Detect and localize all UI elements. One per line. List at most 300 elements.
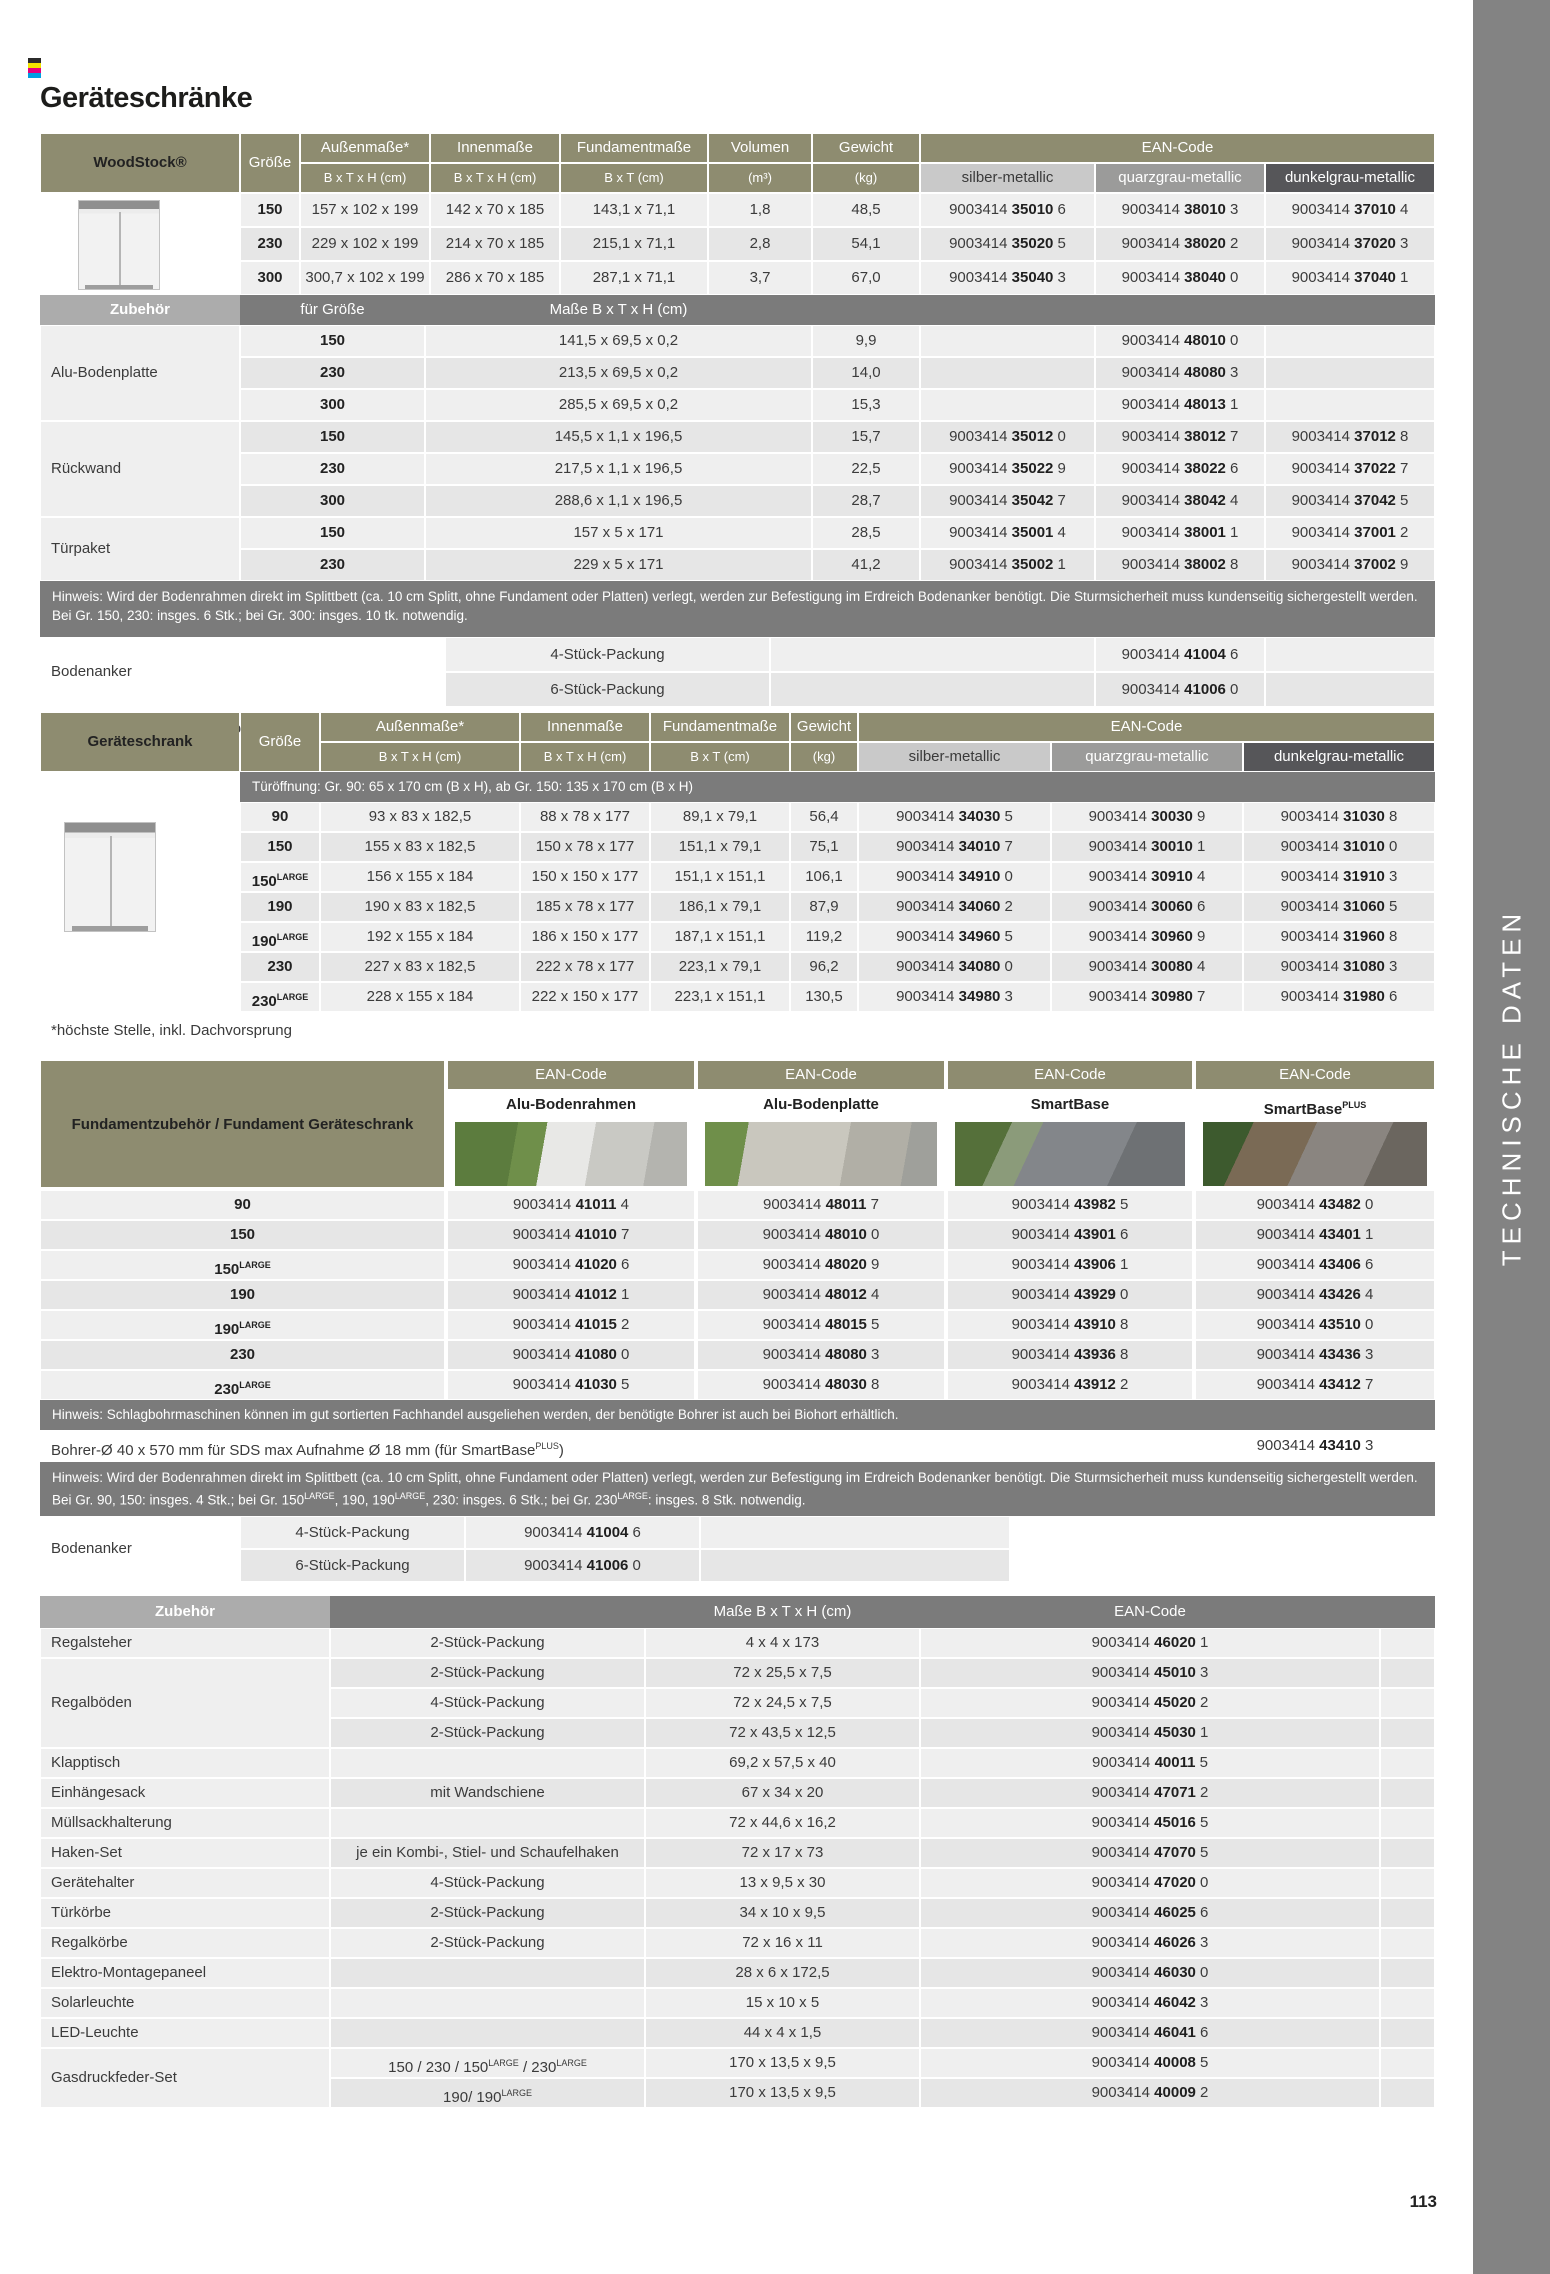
ean-code-header: EAN-Code [448, 1061, 694, 1089]
ean-cell: 9003414 43901 6 [948, 1221, 1192, 1249]
ean-cell: 9003414 40011 5 [921, 1749, 1379, 1777]
table-cell: 222 x 78 x 177 [521, 953, 649, 981]
table-cell [1381, 2049, 1434, 2077]
table-cell: 119,2 [791, 923, 857, 951]
hinweis-band-2: Hinweis: Wird der Bodenrahmen direkt im Splittbett (ca. 10 cm Splitt, ohne Fundament oder Platten) verlegt, werden zur Befestigung im Erdreich Bodenanker benötigt. Die Sturmsicherheit muss kundenseitig sichergestellt werden. Bei Gr. 90, 150: insges. 4 Stk.; bei Gr. $150^{LARGE}$, 190, $190^{LARGE}$, 230: insges. 6 Stk.; bei Gr. $230^{LARGE}$: insges. 8 Stk. notwendig. [40, 1462, 1435, 1516]
ean-cell: 9003414 38012 7 [1096, 422, 1264, 452]
size-cell: 150 [241, 518, 424, 548]
weight-cell: 14,0 [813, 358, 919, 388]
ean-cell: 9003414 31960 8 [1244, 923, 1434, 951]
ean-cell: 9003414 43406 6 [1196, 1251, 1434, 1279]
ean-cell: 9003414 46020 1 [921, 1629, 1379, 1657]
size-column-header: Größe [241, 713, 319, 771]
masse-cell: 72 x 43,5 x 12,5 [646, 1719, 919, 1747]
table-cell [1266, 638, 1434, 671]
ean-cell [1266, 390, 1434, 420]
table-cell [1381, 2079, 1434, 2107]
column-header: Außenmaße* [301, 134, 429, 162]
accessory-group-name: Haken-Set [41, 1839, 329, 1867]
ean-code-header: EAN-Code [698, 1061, 944, 1089]
column-header: Volumen [709, 134, 811, 162]
ean-bar-label: EAN-Code [920, 1596, 1380, 1628]
ean-variant-header: dunkelgrau-metallic [1244, 743, 1434, 771]
ean-cell: 9003414 38022 6 [1096, 454, 1264, 484]
ean-cell: 9003414 30080 4 [1052, 953, 1242, 981]
masse-cell: 4 x 4 x 173 [646, 1629, 919, 1657]
masse-cell: 288,6 x 1,1 x 196,5 [426, 486, 811, 516]
column-unit: B x T x H (cm) [431, 164, 559, 192]
ean-cell: 9003414 31010 0 [1244, 833, 1434, 861]
for-size-bar-label: für Größe [240, 295, 425, 325]
table-cell: 88 x 78 x 177 [521, 803, 649, 831]
ean-cell: 9003414 37010 4 [1266, 194, 1434, 226]
ean-cell: 9003414 38002 8 [1096, 550, 1264, 580]
ean-cell: 9003414 31080 3 [1244, 953, 1434, 981]
size-cell: $230^{LARGE}$ [241, 983, 319, 1011]
ean-cell: 9003414 40008 5 [921, 2049, 1379, 2077]
masse-cell: 72 x 25,5 x 7,5 [646, 1659, 919, 1687]
weight-cell: 15,3 [813, 390, 919, 420]
accessory-group-name: Gerätehalter [41, 1869, 329, 1897]
ean-cell: 9003414 47070 5 [921, 1839, 1379, 1867]
ean-cell: 9003414 35042 7 [921, 486, 1094, 516]
ean-cell: 9003414 43401 1 [1196, 1221, 1434, 1249]
hinweis-band: Hinweis: Schlagbohrmaschinen können im gut sortierten Fachhandel ausgeliehen werden, der benötigte Bohrer ist auch bei Biohort erhältlich. [40, 1400, 1435, 1430]
column-unit: B x T (cm) [651, 743, 789, 771]
table-cell: 228 x 155 x 184 [321, 983, 519, 1011]
ean-cell: 9003414 43982 5 [948, 1191, 1192, 1219]
table-cell: 214 x 70 x 185 [431, 228, 559, 260]
weight-cell: 41,2 [813, 550, 919, 580]
ean-cell: 9003414 30030 9 [1052, 803, 1242, 831]
ean-cell: 9003414 40009 2 [921, 2079, 1379, 2107]
ean-cell: 9003414 43426 4 [1196, 1281, 1434, 1309]
table-cell: 54,1 [813, 228, 919, 260]
hinweis-band: Hinweis: Wird der Bodenrahmen direkt im Splittbett (ca. 10 cm Splitt, ohne Fundament oder Platten) verlegt, werden zur Befestigung im Erdreich Bodenanker benötigt. Die Sturmsicherheit muss kundenseitig sichergestellt werden. Bei Gr. 150, 230: insges. 6 Stk.; bei Gr. 300: insges. 10 tk. notwendig. [40, 581, 1435, 637]
table-cell [771, 638, 1094, 671]
table-cell [1381, 1989, 1434, 2017]
table-cell: 143,1 x 71,1 [561, 194, 707, 226]
ean-cell: 9003414 48010 0 [698, 1221, 944, 1249]
page-title: Geräteschränke [40, 82, 253, 114]
product-header-geraeteschrank: Geräteschrank [41, 713, 239, 771]
accessory-group-name: Türkörbe [41, 1899, 329, 1927]
accessory-group-name: Rückwand [41, 422, 239, 516]
ean-cell: 9003414 47071 2 [921, 1779, 1379, 1807]
ean-cell: 9003414 35001 4 [921, 518, 1094, 548]
ean-cell: 9003414 43929 0 [948, 1281, 1192, 1309]
ean-cell [921, 326, 1094, 356]
masse-cell: 285,5 x 69,5 x 0,2 [426, 390, 811, 420]
fundament-product-name: Alu-Bodenplatte [763, 1096, 879, 1113]
bar-filler [330, 1596, 645, 1628]
ean-cell: 9003414 46041 6 [921, 2019, 1379, 2047]
accessory-group-name: Elektro-Montagepaneel [41, 1959, 329, 1987]
pack-cell: 2-Stück-Packung [331, 1629, 644, 1657]
table-cell: 185 x 78 x 177 [521, 893, 649, 921]
size-cell: 230 [241, 550, 424, 580]
masse-cell: 145,5 x 1,1 x 196,5 [426, 422, 811, 452]
pack-cell: 4-Stück-Packung [241, 1517, 464, 1548]
masse-cell: 170 x 13,5 x 9,5 [646, 2079, 919, 2107]
ean-cell: 9003414 38042 4 [1096, 486, 1264, 516]
size-column-header: Größe [241, 134, 299, 192]
table-cell [1381, 1899, 1434, 1927]
table-cell: 223,1 x 151,1 [651, 983, 789, 1011]
ean-cell: 9003414 48020 9 [698, 1251, 944, 1279]
fundament-label: Fundamentzubehör / Fundament Geräteschrank [41, 1061, 444, 1187]
table-cell: 287,1 x 71,1 [561, 262, 707, 294]
size-cell: 150 [241, 326, 424, 356]
accessory-group-name: Regalkörbe [41, 1929, 329, 1957]
ean-cell: 9003414 38020 2 [1096, 228, 1264, 260]
ean-cell [1266, 326, 1434, 356]
pack-cell [331, 1749, 644, 1777]
size-cell: $190^{LARGE}$ [41, 1311, 444, 1339]
ean-cell: 9003414 41006 0 [1096, 673, 1264, 706]
column-unit: B x T x H (cm) [321, 743, 519, 771]
accessory-group-name: Müllsackhalterung [41, 1809, 329, 1837]
table-cell: 192 x 155 x 184 [321, 923, 519, 951]
ean-cell: 9003414 46030 0 [921, 1959, 1379, 1987]
ean-cell: 9003414 43936 8 [948, 1341, 1192, 1369]
masse-cell: 213,5 x 69,5 x 0,2 [426, 358, 811, 388]
ean-cell: 9003414 48011 7 [698, 1191, 944, 1219]
ean-cell: 9003414 41004 6 [466, 1517, 699, 1548]
table-cell: 1,8 [709, 194, 811, 226]
accessory-group-name: Türpaket [41, 518, 239, 580]
column-unit: (kg) [813, 164, 919, 192]
ean-cell: 9003414 34010 7 [859, 833, 1050, 861]
size-cell: $190^{LARGE}$ [241, 923, 319, 951]
size-cell: 230 [241, 953, 319, 981]
ean-cell: 9003414 43510 0 [1196, 1311, 1434, 1339]
pack-cell [331, 1809, 644, 1837]
ean-cell: 9003414 37022 7 [1266, 454, 1434, 484]
weight-cell: 9,9 [813, 326, 919, 356]
alu-bodenplatte-photo [705, 1122, 937, 1186]
table-cell: 157 x 102 x 199 [301, 194, 429, 226]
table-cell [1381, 1749, 1434, 1777]
ean-code-header: EAN-Code [948, 1061, 1192, 1089]
masse-cell: 69,2 x 57,5 x 40 [646, 1749, 919, 1777]
ean-cell: 9003414 41011 4 [448, 1191, 694, 1219]
ean-cell: 9003414 35012 0 [921, 422, 1094, 452]
weight-cell: 22,5 [813, 454, 919, 484]
size-cell: 300 [241, 486, 424, 516]
column-unit: B x T (cm) [561, 164, 707, 192]
ean-cell: 9003414 30980 7 [1052, 983, 1242, 1011]
product-header-woodstock: WoodStock® [41, 134, 239, 192]
table-cell: 150 x 150 x 177 [521, 863, 649, 891]
column-header: Innenmaße [431, 134, 559, 162]
size-cell: 300 [241, 390, 424, 420]
ean-cell: 9003414 45016 5 [921, 1809, 1379, 1837]
ean-code-header: EAN-Code [1196, 1061, 1434, 1089]
pack-cell: 4-Stück-Packung [446, 638, 769, 671]
table-cell: 151,1 x 79,1 [651, 833, 789, 861]
accessory-group-name: Klapptisch [41, 1749, 329, 1777]
ean-cell: 9003414 37042 5 [1266, 486, 1434, 516]
ean-cell: 9003414 46025 6 [921, 1899, 1379, 1927]
page-number: 113 [1409, 2192, 1437, 2211]
pack-cell [331, 1989, 644, 2017]
pack-cell: 6-Stück-Packung [446, 673, 769, 706]
table-cell: 96,2 [791, 953, 857, 981]
ean-cell: 9003414 46026 3 [921, 1929, 1379, 1957]
table-cell: 300,7 x 102 x 199 [301, 262, 429, 294]
table-cell [1381, 1809, 1434, 1837]
accessory-group-name: Alu-Bodenplatte [41, 326, 239, 420]
table-cell [1381, 1719, 1434, 1747]
weight-cell: 28,5 [813, 518, 919, 548]
ean-cell: 9003414 35022 9 [921, 454, 1094, 484]
table-cell [1266, 673, 1434, 706]
pack-cell [331, 2019, 644, 2047]
size-cell: 190 [241, 893, 319, 921]
ean-cell: 9003414 43412 7 [1196, 1371, 1434, 1399]
pack-cell: 2-Stück-Packung [331, 1929, 644, 1957]
masse-cell: 72 x 16 x 11 [646, 1929, 919, 1957]
ean-cell: 9003414 34980 3 [859, 983, 1050, 1011]
column-header: Außenmaße* [321, 713, 519, 741]
masse-cell: 157 x 5 x 171 [426, 518, 811, 548]
ean-cell: 9003414 34960 5 [859, 923, 1050, 951]
table-cell: 75,1 [791, 833, 857, 861]
accessory-group-name: Gasdruckfeder-Set [41, 2049, 329, 2107]
column-unit: B x T x H (cm) [521, 743, 649, 771]
ean-cell: 9003414 37040 1 [1266, 262, 1434, 294]
ean-cell: 9003414 30910 4 [1052, 863, 1242, 891]
size-cell: $150^{LARGE}$ [41, 1251, 444, 1279]
print-registration-marker [28, 58, 41, 78]
ean-variant-header: quarzgrau-metallic [1052, 743, 1242, 771]
smartbase-photo [955, 1122, 1185, 1186]
ean-cell: 9003414 37002 9 [1266, 550, 1434, 580]
fundament-product-name: SmartBase [1030, 1096, 1110, 1113]
ean-variant-header: silber-metallic [921, 164, 1094, 192]
table-cell: 229 x 102 x 199 [301, 228, 429, 260]
ean-cell: 9003414 35010 6 [921, 194, 1094, 226]
pack-cell: 6-Stück-Packung [241, 1550, 464, 1581]
woodstock-product-photo [78, 200, 160, 290]
accessory-group-name: Regalböden [41, 1659, 329, 1747]
table-cell: 223,1 x 79,1 [651, 953, 789, 981]
fundament-product-name: Alu-Bodenrahmen [505, 1096, 636, 1113]
masse-cell: 217,5 x 1,1 x 196,5 [426, 454, 811, 484]
table-cell: 106,1 [791, 863, 857, 891]
table-cell [701, 1517, 1009, 1548]
accessory-group-name: Einhängesack [41, 1779, 329, 1807]
table-cell [1381, 1869, 1434, 1897]
table-cell: 130,5 [791, 983, 857, 1011]
ean-variant-header: quarzgrau-metallic [1096, 164, 1264, 192]
table-cell: 215,1 x 71,1 [561, 228, 707, 260]
alu-bodenrahmen-photo [455, 1122, 687, 1186]
ean-cell: 9003414 31980 6 [1244, 983, 1434, 1011]
column-header: Fundamentmaße [561, 134, 707, 162]
pack-cell: je ein Kombi-, Stiel- und Schaufelhaken [331, 1839, 644, 1867]
ean-cell: 9003414 48080 3 [698, 1341, 944, 1369]
table-cell: 227 x 83 x 182,5 [321, 953, 519, 981]
ean-cell: 9003414 45030 1 [921, 1719, 1379, 1747]
size-cell: $150^{LARGE}$ [241, 863, 319, 891]
masse-bar-label: Maße B x T x H (cm) [425, 295, 812, 325]
table-cell: 186 x 150 x 177 [521, 923, 649, 951]
zubehoer-bar-label: Zubehör [40, 1596, 330, 1628]
size-cell: 90 [41, 1191, 444, 1219]
ean-cell: 9003414 34030 5 [859, 803, 1050, 831]
ean-cell: 9003414 45010 3 [921, 1659, 1379, 1687]
ean-cell: 9003414 46042 3 [921, 1989, 1379, 2017]
size-cell: 150 [241, 194, 299, 226]
sidebar-technische-daten [1473, 0, 1550, 2274]
ean-cell: 9003414 34910 0 [859, 863, 1050, 891]
size-cell: 230 [241, 358, 424, 388]
column-header: Fundamentmaße [651, 713, 789, 741]
size-cell: 230 [241, 228, 299, 260]
table-cell: 186,1 x 79,1 [651, 893, 789, 921]
accessory-group-name: Solarleuchte [41, 1989, 329, 2017]
ean-cell: 9003414 30060 6 [1052, 893, 1242, 921]
size-cell: 150 [241, 422, 424, 452]
weight-cell: 28,7 [813, 486, 919, 516]
bar-filler [1380, 1596, 1435, 1628]
ean-cell: 9003414 41004 6 [1096, 638, 1264, 671]
masse-bar-label: Maße B x T x H (cm) [645, 1596, 920, 1628]
ean-cell: 9003414 43482 0 [1196, 1191, 1434, 1219]
size-cell: 190 [41, 1281, 444, 1309]
ean-cell [921, 390, 1094, 420]
table-cell: 3,7 [709, 262, 811, 294]
column-header: Gewicht [791, 713, 857, 741]
ean-cell: 9003414 48010 0 [1096, 326, 1264, 356]
ean-cell: 9003414 41015 2 [448, 1311, 694, 1339]
ean-cell: 9003414 38040 0 [1096, 262, 1264, 294]
ean-cell: 9003414 37012 8 [1266, 422, 1434, 452]
ean-cell: 9003414 41010 7 [448, 1221, 694, 1249]
column-header: Innenmaße [521, 713, 649, 741]
geraeteschrank-product-photo [64, 822, 156, 932]
pack-cell: mit Wandschiene [331, 1779, 644, 1807]
bar-filler [812, 295, 1435, 325]
size-cell: $230^{LARGE}$ [41, 1371, 444, 1399]
ean-cell: 9003414 35020 5 [921, 228, 1094, 260]
table-cell [771, 673, 1094, 706]
masse-cell: 15 x 10 x 5 [646, 1989, 919, 2017]
ean-cell: 9003414 35002 1 [921, 550, 1094, 580]
ean-cell: 9003414 41080 0 [448, 1341, 694, 1369]
table-cell: 286 x 70 x 185 [431, 262, 559, 294]
size-cell: 150 [41, 1221, 444, 1249]
ean-cell: 9003414 47020 0 [921, 1869, 1379, 1897]
ean-cell: 9003414 30960 9 [1052, 923, 1242, 951]
pack-cell: 4-Stück-Packung [331, 1689, 644, 1717]
table-cell [1381, 2019, 1434, 2047]
ean-cell: 9003414 48080 3 [1096, 358, 1264, 388]
size-cell: 300 [241, 262, 299, 294]
table-cell: 142 x 70 x 185 [431, 194, 559, 226]
zubehoer-bar-label: Zubehör [40, 295, 240, 325]
smartbase-plus-photo [1203, 1122, 1427, 1186]
masse-cell: 229 x 5 x 171 [426, 550, 811, 580]
size-cell: 230 [41, 1341, 444, 1369]
masse-cell: 67 x 34 x 20 [646, 1779, 919, 1807]
table-cell: 89,1 x 79,1 [651, 803, 789, 831]
table-cell [1381, 1779, 1434, 1807]
masse-cell: 170 x 13,5 x 9,5 [646, 2049, 919, 2077]
ean-variant-header: silber-metallic [859, 743, 1050, 771]
tueroeffnung-band: Türöffnung: Gr. 90: 65 x 170 cm (B x H), ab Gr. 150: 135 x 170 cm (B x H) [240, 772, 1435, 802]
weight-cell: 15,7 [813, 422, 919, 452]
ean-code-header: EAN-Code [921, 134, 1434, 162]
ean-cell: 9003414 34060 2 [859, 893, 1050, 921]
table-cell: 150 x 78 x 177 [521, 833, 649, 861]
ean-cell: 9003414 35040 3 [921, 262, 1094, 294]
table-cell: 222 x 150 x 177 [521, 983, 649, 1011]
ean-variant-header: dunkelgrau-metallic [1266, 164, 1434, 192]
size-cell: 90 [241, 803, 319, 831]
ean-code-header: EAN-Code [859, 713, 1434, 741]
table-cell: 93 x 83 x 182,5 [321, 803, 519, 831]
ean-cell: 9003414 43912 2 [948, 1371, 1192, 1399]
ean-cell: 9003414 43906 1 [948, 1251, 1192, 1279]
table-cell: 151,1 x 151,1 [651, 863, 789, 891]
ean-cell: 9003414 34080 0 [859, 953, 1050, 981]
table-cell: 56,4 [791, 803, 857, 831]
ean-cell: 9003414 48013 1 [1096, 390, 1264, 420]
fundament-product-name: SmartBase$^{PLUS}$ [1263, 1100, 1367, 1118]
accessory-group-name: LED-Leuchte [41, 2019, 329, 2047]
ean-cell: 9003414 48030 8 [698, 1371, 944, 1399]
bohrer-ean: 9003414 43410 3 [1256, 1437, 1374, 1454]
ean-cell: 9003414 43910 8 [948, 1311, 1192, 1339]
ean-cell: 9003414 31030 8 [1244, 803, 1434, 831]
ean-cell: 9003414 48012 4 [698, 1281, 944, 1309]
ean-cell: 9003414 30010 1 [1052, 833, 1242, 861]
masse-cell: 72 x 24,5 x 7,5 [646, 1689, 919, 1717]
footnote: *höchste Stelle, inkl. Dachvorsprung [51, 1022, 292, 1039]
pack-cell [331, 1959, 644, 1987]
column-header: Gewicht [813, 134, 919, 162]
ean-cell: 9003414 41012 1 [448, 1281, 694, 1309]
ean-cell: 9003414 38001 1 [1096, 518, 1264, 548]
ean-cell: 9003414 45020 2 [921, 1689, 1379, 1717]
table-cell: 2,8 [709, 228, 811, 260]
masse-cell: 44 x 4 x 1,5 [646, 2019, 919, 2047]
bodenanker-label: Bodenanker [51, 663, 132, 680]
masse-cell: 34 x 10 x 9,5 [646, 1899, 919, 1927]
table-cell [1381, 1659, 1434, 1687]
pack-cell: 4-Stück-Packung [331, 1869, 644, 1897]
table-cell: 67,0 [813, 262, 919, 294]
table-cell [1381, 1929, 1434, 1957]
ean-cell [1266, 358, 1434, 388]
ean-cell: 9003414 43436 3 [1196, 1341, 1434, 1369]
ean-cell [921, 358, 1094, 388]
size-cell: 230 [241, 454, 424, 484]
ean-cell: 9003414 31910 3 [1244, 863, 1434, 891]
masse-cell: 72 x 44,6 x 16,2 [646, 1809, 919, 1837]
masse-cell: 72 x 17 x 73 [646, 1839, 919, 1867]
size-cell: 150 [241, 833, 319, 861]
sidebar-label: TECHNISCHE DATEN [1496, 907, 1526, 1267]
ean-cell: 9003414 31060 5 [1244, 893, 1434, 921]
masse-cell: 141,5 x 69,5 x 0,2 [426, 326, 811, 356]
pack-cell: 2-Stück-Packung [331, 1659, 644, 1687]
bohrer-label: Bohrer-Ø 40 x 570 mm für SDS max Aufnahme Ø 18 mm (für SmartBase$^{PLUS}$) [51, 1441, 564, 1459]
table-cell: 187,1 x 151,1 [651, 923, 789, 951]
